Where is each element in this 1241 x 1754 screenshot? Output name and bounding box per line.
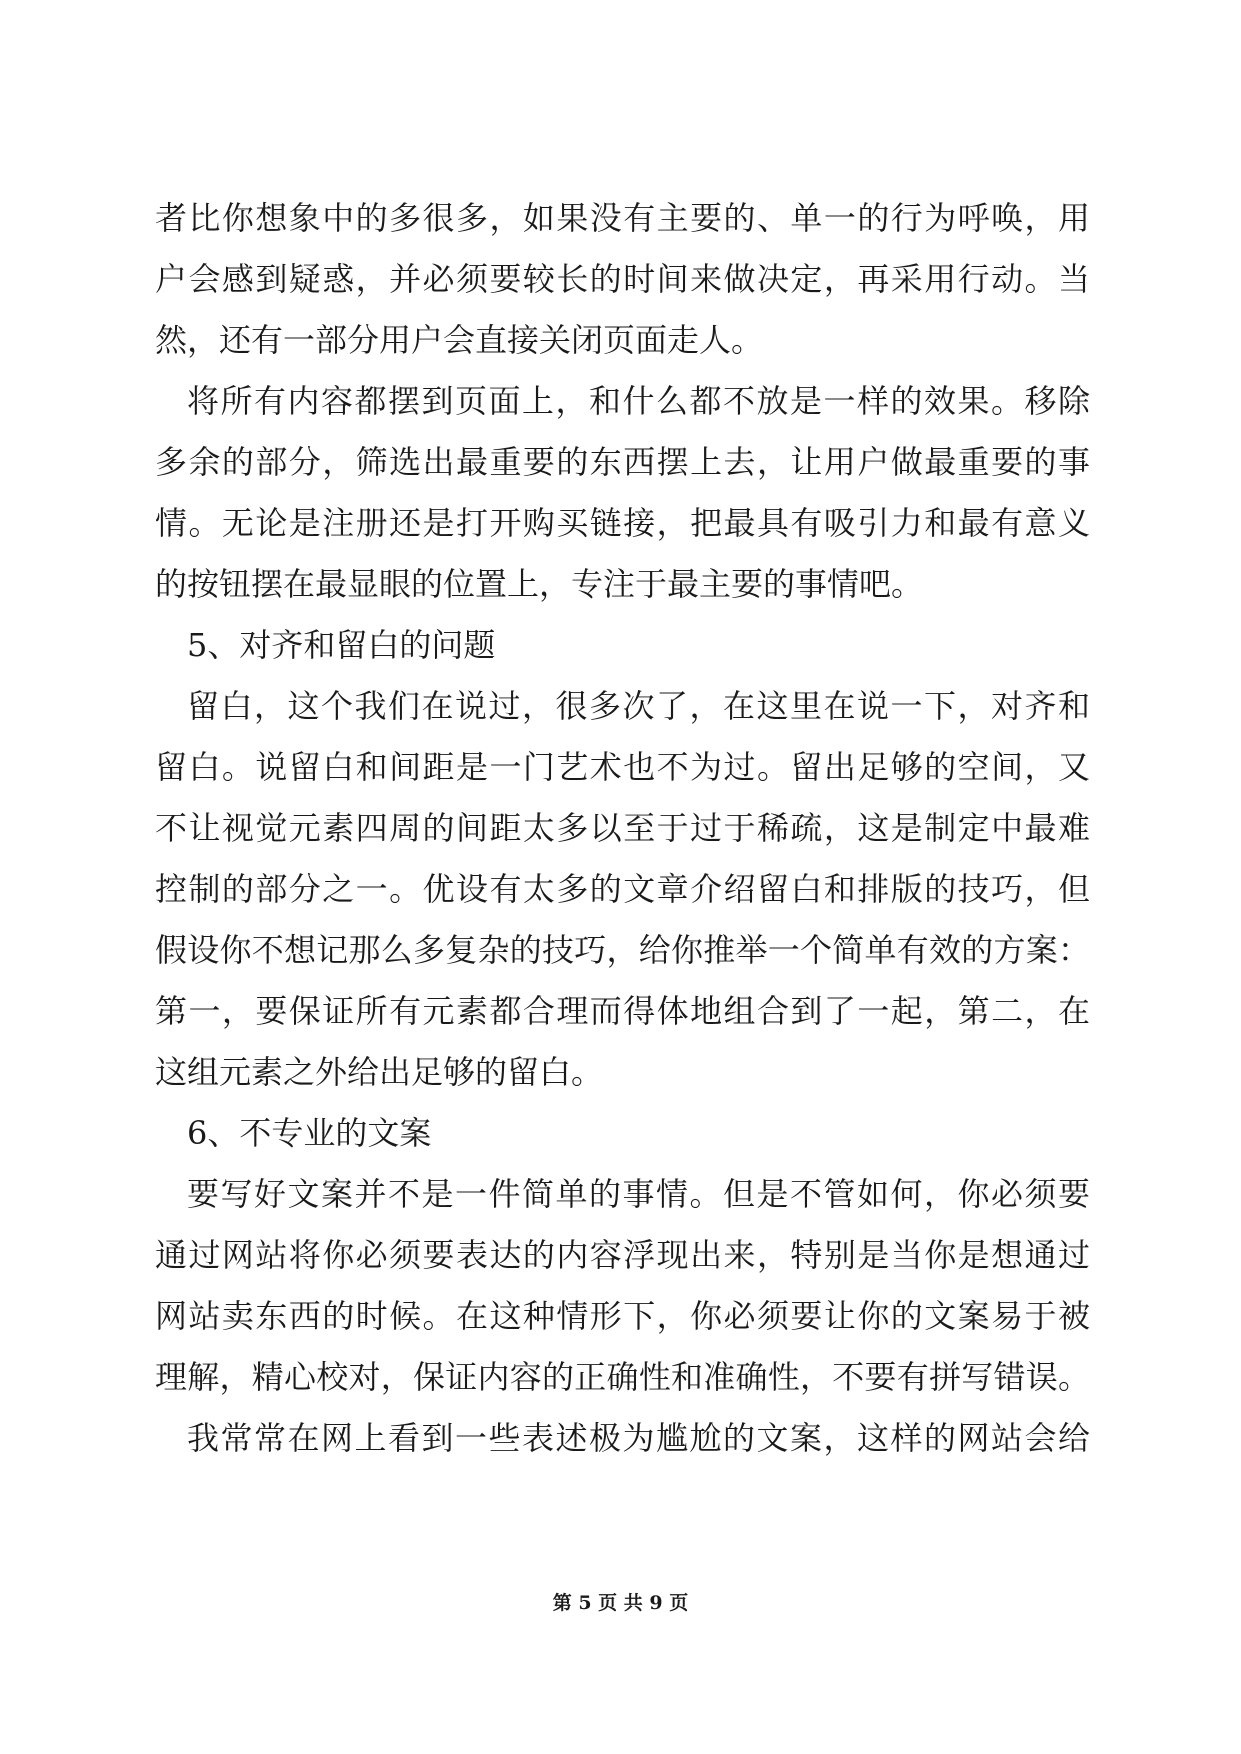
body-text	[155, 188, 1090, 1469]
text-line: 的按钮摆在最显眼的位置上，专注于最主要的事情吧。	[155, 565, 924, 603]
text-line: 将所有内容都摆到页面上，和什么都不放是一样的效果。移除	[187, 382, 1090, 420]
page-number-footer: 第 5 页 共 9 页	[552, 1592, 689, 1614]
text-line: 者比你想象中的多很多，如果没有主要的、单一的行为呼唤，用	[155, 199, 1090, 237]
text-line: 多余的部分，筛选出最重要的东西摆上去，让用户做最重要的事	[155, 443, 1090, 481]
text-line: 我常常在网上看到一些表述极为尴尬的文案，这样的网站会给	[187, 1419, 1090, 1457]
text-line: 网站卖东西的时候。在这种情形下，你必须要让你的文案易于被	[155, 1297, 1090, 1335]
text-line: 这组元素之外给出足够的留白。	[155, 1053, 604, 1091]
text-line: 假设你不想记那么多复杂的技巧，给你推举一个简单有效的方案：	[155, 931, 1090, 969]
text-line: 通过网站将你必须要表达的内容浮现出来，特别是当你是想通过	[155, 1236, 1090, 1274]
text-line: 留白。说留白和间距是一门艺术也不为过。留出足够的空间，又	[155, 748, 1090, 786]
text-line: 然，还有一部分用户会直接关闭页面走人。	[155, 321, 764, 359]
text-line: 第一，要保证所有元素都合理而得体地组合到了一起，第二，在	[155, 992, 1090, 1030]
text-line: 户会感到疑惑，并必须要较长的时间来做决定，再采用行动。当	[155, 260, 1090, 298]
text-line: 6、不专业的文案	[187, 1114, 432, 1152]
text-line: 要写好文案并不是一件简单的事情。但是不管如何，你必须要	[187, 1175, 1090, 1213]
text-line: 不让视觉元素四周的间距太多以至于过于稀疏，这是制定中最难	[155, 809, 1090, 847]
text-line: 5、对齐和留白的问题	[187, 626, 496, 664]
text-line: 控制的部分之一。优设有太多的文章介绍留白和排版的技巧，但	[155, 870, 1090, 908]
text-line: 留白，这个我们在说过，很多次了，在这里在说一下，对齐和	[187, 687, 1090, 725]
text-line: 情。无论是注册还是打开购买链接，把最具有吸引力和最有意义	[155, 504, 1090, 542]
text-line: 理解，精心校对，保证内容的正确性和准确性，不要有拼写错误。	[155, 1358, 1090, 1396]
